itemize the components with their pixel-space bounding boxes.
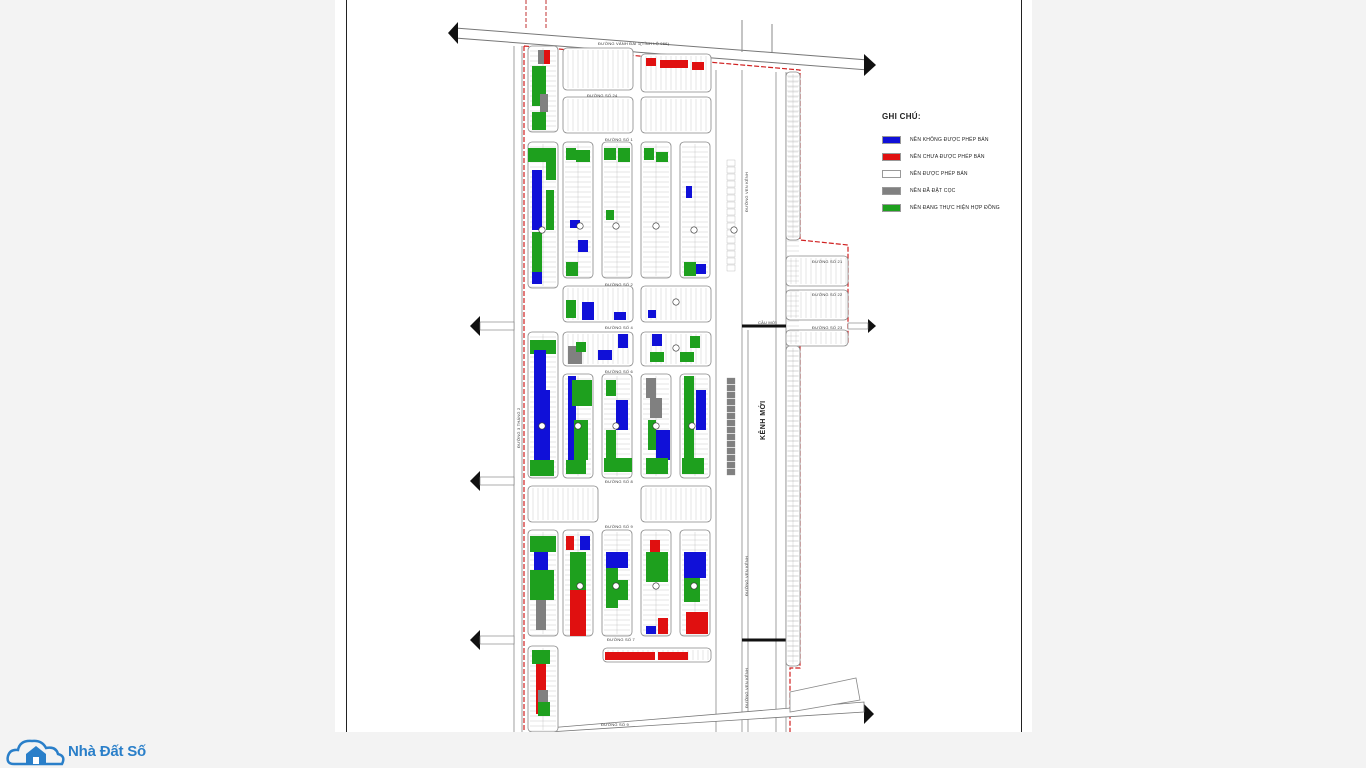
lot-deposit [727,448,735,454]
lot-n [546,152,556,180]
block-marker [539,227,545,233]
lot-deposit [727,406,735,412]
lot-n [566,460,586,474]
block-marker [613,223,619,229]
lot-b [686,186,692,198]
lot-g [540,94,548,112]
block-marker [539,423,545,429]
legend-label: NỀN ĐANG THỰC HIỆN HỢP ĐỒNG [910,204,1000,211]
lot-r [566,536,574,550]
lot-vacant [727,188,735,194]
brand-logo[interactable] [6,734,146,768]
lot-b [580,536,590,550]
arrow-left-icon [448,22,458,44]
lot-b [646,626,656,634]
lot-r [660,60,688,68]
road-label-9: ĐƯỜNG SỐ 9 [605,524,633,529]
lot-vacant [727,237,735,243]
lot-deposit [727,434,735,440]
block-marker [653,423,659,429]
lot-deposit [727,441,735,447]
road-label-1: ĐƯỜNG SỐ 1 [605,137,633,142]
brand-name: Nhà Đất Số [68,742,147,760]
canal-label: KÊNH MỚI [760,400,767,440]
lot-deposit [727,385,735,391]
lot-n [604,148,616,160]
lot-g [536,600,546,630]
lot-n [644,148,654,160]
legend-title: GHI CHÚ: [882,112,921,121]
lot-n [646,552,668,582]
lot-n [538,702,550,716]
lot-vacant [727,195,735,201]
legend-swatch-green [882,204,901,212]
legend-swatch-blue [882,136,901,144]
block-marker [577,223,583,229]
lot-n [684,376,694,466]
lot-deposit [727,455,735,461]
lot-n [604,458,632,472]
lot-b [532,170,542,230]
lot-n [606,380,616,396]
lot-n [530,460,554,476]
lot-n [684,578,700,602]
legend-item [882,148,1042,165]
lot-deposit [727,469,735,475]
lot-n [682,458,704,474]
block-marker [731,227,737,233]
road-label-4: ĐƯỜNG SỐ 4 [605,325,633,330]
lot-n [690,336,700,348]
lot-n [606,430,616,460]
lot-b [606,552,628,568]
lot-deposit [727,413,735,419]
lot-b [696,264,706,274]
lot-deposit [727,378,735,384]
lot-vacant [727,258,735,264]
lot-r [646,58,656,66]
lot-vacant [727,202,735,208]
lot-n [606,210,614,220]
lot-n [576,150,590,162]
block-marker [673,299,679,305]
lot-b [684,552,706,578]
lot-n [532,112,546,130]
lot-vacant [727,216,735,222]
lot-r [605,652,655,660]
lot-b [534,350,546,390]
road-label-canal-bottom: ĐƯỜNG VEN KÊNH [744,667,749,708]
legend-label: NỀN CHƯA ĐƯỢC PHÉP BÁN [910,153,985,160]
block-marker [691,227,697,233]
block [786,330,848,346]
lot-n [656,152,668,162]
lot-vacant [727,181,735,187]
lot-vacant [727,209,735,215]
lot-vacant [727,167,735,173]
legend-item [882,182,1042,199]
block-marker [653,223,659,229]
road-label-west: ĐƯỜNG 3 THÁNG 2 [516,407,521,448]
lot-deposit [727,420,735,426]
legend-label: NỀN ĐÃ ĐẶT CỌC [910,187,956,194]
lot-vacant [727,174,735,180]
lot-deposit [727,462,735,468]
road-label-canal-n: ĐƯỜNG VEN KÊNH [744,171,749,212]
lot-n [532,650,550,664]
arrow-right-icon [864,54,876,76]
lot-deposit [727,399,735,405]
road-label-canal-s: ĐƯỜNG VEN KÊNH [744,555,749,596]
lot-b [652,334,662,346]
lot-b [582,302,594,320]
bridge-label: CẦU MỚI [758,320,777,325]
lot-b [648,310,656,318]
legend-label: NỀN ĐƯỢC PHÉP BÁN [910,170,968,177]
lot-g [538,690,548,702]
lot-n [530,570,554,600]
lot-r [570,590,586,636]
lot-r [686,612,708,634]
legend-swatch-red [882,153,901,161]
lot-n [546,190,554,230]
lot-deposit [727,427,735,433]
lot-vacant [727,160,735,166]
road-label-top: ĐƯỜNG VÀNH ĐAI 1(TỈNH LỘ 966) [598,41,670,46]
block-marker [653,583,659,589]
lot-b [696,390,706,430]
lot-r [658,618,668,634]
lot-n [618,148,630,162]
block-marker [577,583,583,589]
lot-g [538,50,544,64]
lot-n [566,262,578,276]
lot-n [576,342,586,352]
legend-item [882,199,1042,216]
lot-b [598,350,612,360]
road-label-2: ĐƯỜNG SỐ 2 [605,282,633,287]
lot-vacant [727,265,735,271]
road-label-bottom: ĐƯỜNG SỐ 9 [601,722,629,727]
lot-b [656,430,670,460]
house-cloud-icon [6,734,66,768]
lot-n [532,232,542,272]
legend-label: NỀN KHÔNG ĐƯỢC PHÉP BÁN [910,136,989,143]
lot-n [646,458,668,474]
road-label-21: ĐƯỜNG SỐ 21 [812,259,843,264]
lot-b [578,240,588,252]
legend-item [882,165,1042,182]
block-marker [575,423,581,429]
bottom-bar [0,732,1366,768]
lot-b [618,334,628,348]
lot-n [566,300,576,318]
lot-r [544,50,550,64]
road-label-23: ĐƯỜNG SỐ 23 [812,325,843,330]
lot-vacant [727,244,735,250]
lot-n [530,536,556,552]
road-label-22: ĐƯỜNG SỐ 22 [812,292,843,297]
lot-b [614,312,626,320]
block-marker [613,423,619,429]
lot-g [650,398,662,418]
lot-g [646,378,656,398]
road-label-7: ĐƯỜNG SỐ 7 [607,637,635,642]
lot-vacant [727,251,735,257]
legend-item [882,131,1042,148]
block-marker [613,583,619,589]
block-marker [689,423,695,429]
block-marker [673,345,679,351]
lot-n [572,380,592,406]
road-label-24: ĐƯỜNG SỐ 24 [587,93,618,98]
lot-n [684,262,696,276]
road-label-6: ĐƯỜNG SỐ 6 [605,369,633,374]
lot-r [650,540,660,552]
legend-swatch-white [882,170,901,178]
legend [882,112,1042,216]
road-label-8: ĐƯỜNG SỐ 8 [605,479,633,484]
lot-b [532,272,542,284]
block-marker [691,583,697,589]
lot-n [680,352,694,362]
lot-r [658,652,688,660]
lot-n [566,148,576,160]
legend-swatch-gray [882,187,901,195]
lot-r [692,62,704,70]
lot-n [650,352,664,362]
lot-deposit [727,392,735,398]
